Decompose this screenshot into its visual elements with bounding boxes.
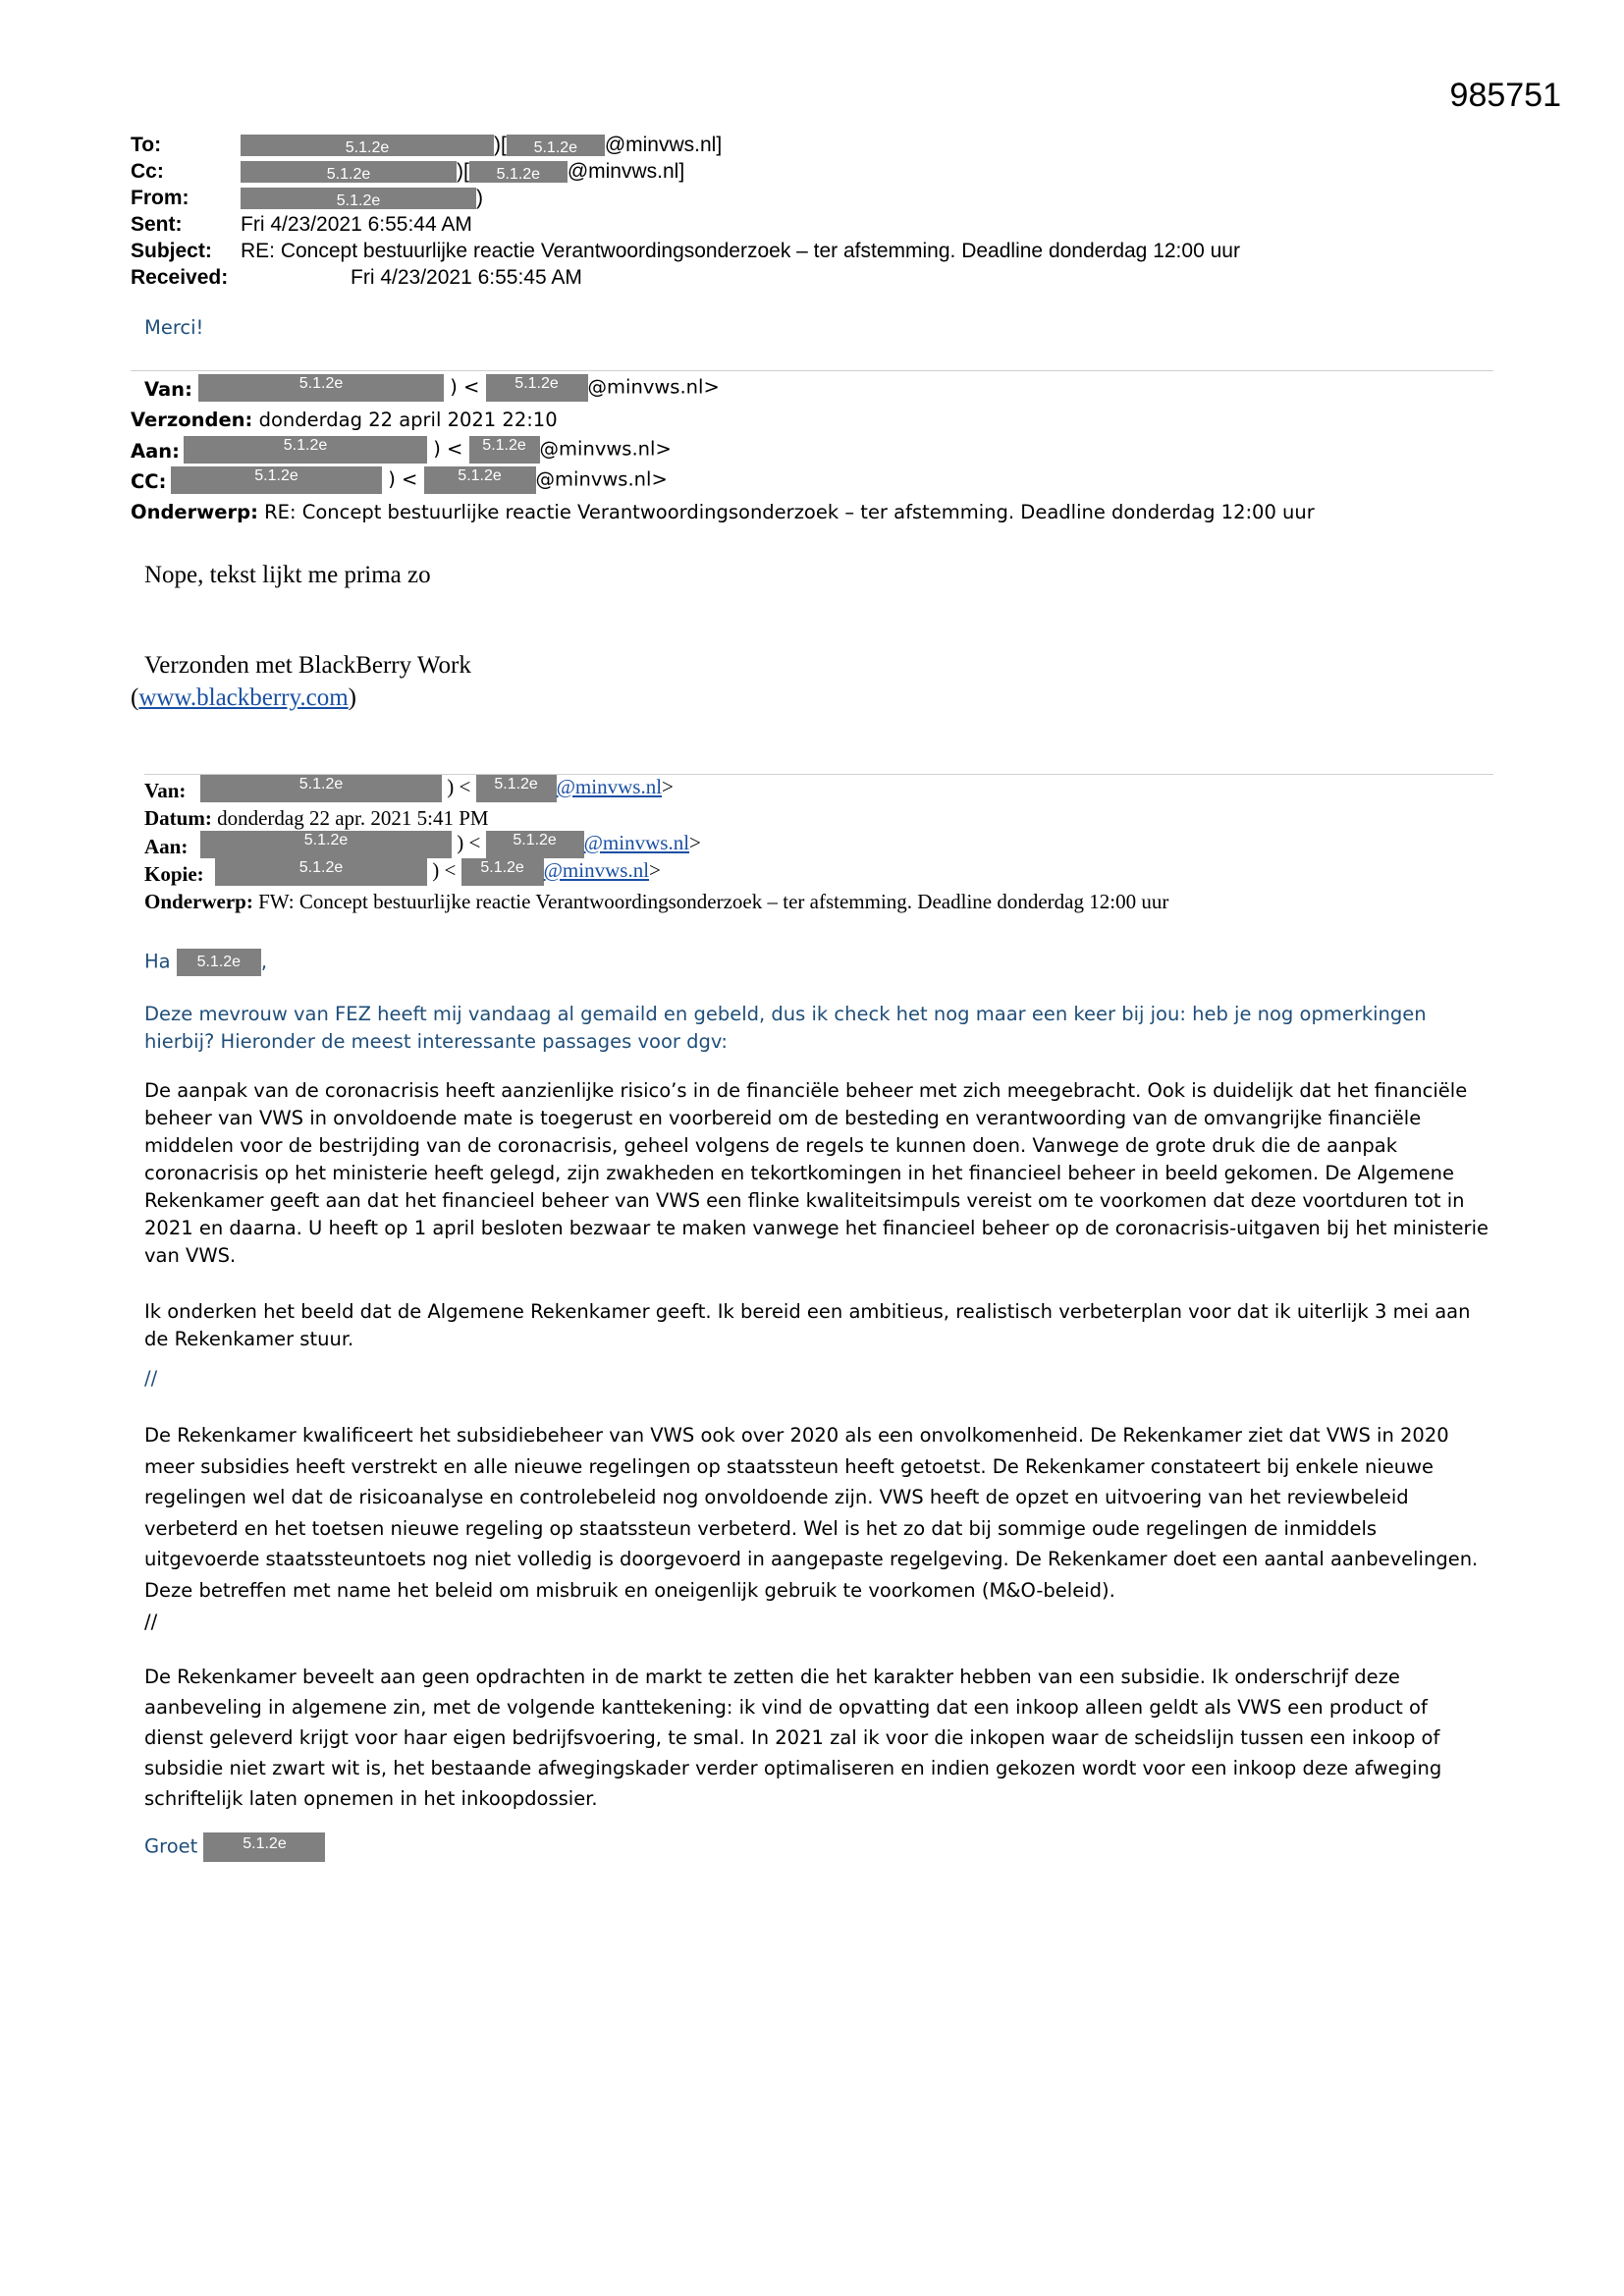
quote-paragraph: De Rekenkamer kwalificeert het subsidiebeheer van VWS ook over 2020 als een onvolkomenheid. De Rekenkamer ziet dat VWS in 2020 meer subsidies heeft verstrekt en alle nieuwe regelingen op staatssteun heeft getoetst. De Rekenkamer constateert bij enkele nieuwe regelingen wel dat de risicoanalyse en controlebeleid nog onvoldoende zijn. VWS heeft de opzet en uitvoering van het reviewbeleid verbeterd en het toetsen nieuwe regeling op staatssteun verbeterd. Wel is het zo dat bij sommige oude regelingen de inmiddels uitgevoerde staatssteuntoets nog niet volledig is doorgevoerd in aangepaste regelgeving. De Rekenkamer doet een aantal aanbevelingen. Deze betreffen met name het beleid om misbruik en oneigenlijk gebruik te voorkomen (M&O-beleid). — [144, 1424, 1479, 1602]
redaction-block: 5.1.2e — [200, 831, 452, 858]
redaction-block: 5.1.2e — [461, 858, 544, 886]
signature-link-line: (www.blackberry.com) — [131, 684, 356, 711]
signature: Verzonden met BlackBerry Work — [144, 652, 471, 679]
separator: // — [144, 1611, 158, 1633]
greeting: Ha — [144, 950, 171, 973]
to-email-suffix: @minvws.nl] — [604, 134, 723, 156]
email-suffix: @minvws.nl> — [587, 375, 720, 399]
subject-label: Subject: — [131, 240, 212, 262]
subject-value: RE: Concept bestuurlijke reactie Verantwoordingsonderzoek – ter afstemming. Deadline donderdag 12:00 uur — [241, 240, 1240, 262]
email-link[interactable]: @minvws.nl — [543, 858, 650, 882]
quote-paragraph: De Rekenkamer beveelt aan geen opdrachten in de markt te zetten die het karakter hebben van een subsidie. Ik onderschrijf deze aanbeveling in algemene zin, met de volgende kanttekening: ik vind de opvatting dat een inkoop alleen geldt als VWS een product of dienst geleverd krijgt voor haar eigen bedrijfsvoering, te smal. In 2021 zal ik voor die inkopen waar de scheidslijn tussen een inkoop of subsidie niet zwart wit is, het bestaande afwegingskader verder optimaliseren en indien gekozen wordt voor een inkoop deze afweging schriftelijk laten opnemen in het inkoopdossier. — [144, 1666, 1442, 1810]
kopie-label: Kopie: — [144, 862, 204, 886]
quote-paragraph: De aanpak van de coronacrisis heeft aanzienlijke risico’s in de financiële beheer met zich meegebracht. Ook is duidelijk dat het financiële beheer van VWS in onvoldoende mate is toegerust en voorbereid om de besteding en verantwoording van de omvangrijke financiële middelen voor de bestrijding van de coronacrisis, geheel volgens de regels te kunnen doen. Vanwege de grote druk die de aanpak coronacrisis op het ministerie heeft gelegd, zijn zwakheden en tekortkomingen in het financieel beheer in beeld gekomen. De Algemene Rekenkamer geeft aan dat het financieel beheer van VWS een flinke kwaliteitsimpuls vereist om te voorkomen dat deze voortduren tot in 2021 en daarna. U heeft op 1 april besloten bezwaar te maken vanwege het financieel beheer op de coronacrisis-uitgaven bij het ministerie van VWS. — [144, 1079, 1489, 1267]
redaction-block: 5.1.2e — [241, 161, 457, 183]
redaction-block: 5.1.2e — [184, 436, 427, 464]
redaction-block: 5.1.2e — [507, 135, 605, 156]
received-value: Fri 4/23/2021 6:55:45 AM — [351, 266, 582, 289]
cc-label: Cc: — [131, 160, 164, 183]
blackberry-link[interactable]: www.blackberry.com — [138, 684, 349, 711]
aan-label: Aan: — [131, 440, 180, 463]
redaction-block: 5.1.2e — [203, 1832, 325, 1862]
email-link[interactable]: @minvws.nl — [556, 775, 663, 798]
redaction-block: 5.1.2e — [476, 775, 557, 802]
cc-email-suffix: @minvws.nl] — [567, 160, 685, 183]
intro-paragraph: Deze mevrouw van FEZ heeft mij vandaag al gemaild en gebeld, dus ik check het nog maar een keer bij jou: heb je nog opmerkingen hierbij? Hieronder de meest interessante passages voor dgv: — [144, 1003, 1427, 1053]
email-suffix: @minvws.nl> — [539, 437, 672, 461]
received-label: Received: — [131, 266, 229, 289]
redaction-block: 5.1.2e — [469, 161, 568, 183]
sent-label: Sent: — [131, 213, 183, 236]
onderwerp-value: RE: Concept bestuurlijke reactie Verantwoordingsonderzoek – ter afstemming. Deadline donderdag 12:00 uur — [264, 501, 1315, 523]
datum-label: Datum: — [144, 806, 212, 830]
from-label: From: — [131, 187, 189, 209]
to-label: To: — [131, 134, 162, 156]
datum-value: donderdag 22 apr. 2021 5:41 PM — [217, 806, 489, 830]
redaction-block: 5.1.2e — [177, 949, 261, 976]
sent-value: Fri 4/23/2021 6:55:44 AM — [241, 213, 472, 236]
redaction-block: 5.1.2e — [171, 466, 382, 494]
reply-body: Merci! — [144, 316, 204, 339]
van-label: Van: — [144, 779, 187, 802]
aan-label: Aan: — [144, 835, 189, 858]
redaction-block: 5.1.2e — [200, 775, 442, 802]
redaction-block: 5.1.2e — [424, 466, 536, 494]
closing-line — [144, 1832, 325, 1862]
redaction-block: 5.1.2e — [486, 374, 588, 402]
verzonden-label: Verzonden: — [131, 409, 253, 431]
redaction-block: 5.1.2e — [241, 135, 494, 156]
onderwerp-label: Onderwerp: — [131, 501, 258, 523]
redaction-block: 5.1.2e — [469, 436, 540, 464]
cc-label: CC: — [131, 470, 167, 493]
divider — [131, 370, 1493, 371]
document-id: 985751 — [1449, 77, 1561, 114]
greeting-line: Ha 5.1.2e , — [144, 949, 267, 976]
van-label: Van: — [144, 378, 192, 401]
separator: // — [144, 1367, 158, 1390]
page: 985751 To: 5.1.2e )[ 5.1.2e @minvws.nl] Cc: 5.1.2e )[ 5.1.2e @minvws.nl] From: 5.1.2e ) Sent: Fri 4/23/2021 6:55:44 AM Subject: RE: Concept bestuurlijke reactie Verantwoordingsonderzoek – ter afstemming. Deadline donderdag 12:00 uur Received: Fri 4/23/2021 6:55:45 AM Merci! Van: 5.1.2e ) < 5.1.2e @minvws.nl> Verzonden: donderdag 22 april 2021 22:10 Aan: 5.1.2e ) < 5.1.2e @minvws.nl> CC: 5.1.2e ) < 5.1.2e @minvws.nl> Onderwerp: RE: Concept bestuurlijke reactie Verantwoordingsonderzoek – ter afstemming. Deadline donderdag 12:00 uur Nope, tekst lijkt me prima zo Verzonden met BlackBerry Work (www.blackberry.com) Van: 5.1.2e ) < 5.1.2e @minvws.nl> Datum: donderdag 22 apr. 2021 5:41 PM Aan: 5.1.2e ) < 5.1.2e @minvws.nl> Kopie: 5.1.2e ) < 5.1.2e @minvws.nl> Onderwerp: FW: Concept bestuurlijke reactie Verantwoordingsonderzoek – ter afstemming. Deadline donderdag 12:00 uur Ha 5.1.2e , Deze mevrouw van FEZ heeft mij vandaag al gemaild en gebeld, dus ik check het nog maar een keer bij jou: heb je nog opmerkingen hierbij? Hieronder de meest interessante passages voor dgv: De aanpak van de coronacrisis heeft aanzienlijke risico’s in de financiële beheer met zich meegebracht. Ook is duidelijk dat het financiële beheer van VWS in onvoldoende mate is toegerust en voorbereid om de besteding en verantwoording van de omvangrijke financiële middelen voor de bestrijding van de coronacrisis, geheel volgens de regels te kunnen doen. Vanwege de grote druk die de aanpak coronacrisis op het ministerie heeft gelegd, zijn zwakheden en tekortkomingen in het financieel beheer in beeld gekomen. De Algemene Rekenkamer geeft aan dat het financieel beheer van VWS een flinke kwaliteitsimpuls vereist om te voorkomen dat deze voortduren tot in 2021 en daarna. U heeft op 1 april besloten bezwaar te maken vanwege het financieel beheer op de coronacrisis-uitgaven bij het ministerie van VWS. Ik onderken het beeld dat de Algemene Rekenkamer geeft. Ik bereid een ambitieus, realistisch verbeterplan voor dat ik uiterlijk 3 mei aan de Rekenkamer stuur. // De Rekenkamer kwalificeert het subsidiebeheer van VWS ook over 2020 als een onvolkomenheid. De Rekenkamer ziet dat VWS in 2020 meer subsidies heeft verstrekt en alle nieuwe regelingen op staatssteun heeft getoetst. De Rekenkamer constateert bij enkele nieuwe regelingen wel dat de risicoanalyse en controlebeleid nog onvoldoende zijn. VWS heeft de opzet en uitvoering van het reviewbeleid verbeterd en het toetsen nieuwe regeling op staatssteun verbeterd. Wel is het zo dat bij sommige oude regelingen de inmiddels uitgevoerde staatssteuntoets nog niet volledig is doorgevoerd in aangepaste regelgeving. De Rekenkamer doet een aantal aanbevelingen. Deze betreffen met name het beleid om misbruik en oneigenlijk gebruik te voorkomen (M&O-beleid). // De Rekenkamer beveelt aan geen opdrachten in de markt te zetten die het karakter hebben van een subsidie. Ik onderschrijf deze aanbeveling in algemene zin, met de volgende kanttekening: ik vind de opvatting dat een inkoop alleen geldt als VWS een product of dienst geleverd krijgt voor haar eigen bedrijfsvoering, te smal. In 2021 zal ik voor die inkopen waar de scheidslijn tussen een inkoop of subsidie niet zwart wit is, het bestaande afwegingskader verder optimaliseren en indien gekozen wordt voor een inkoop deze afweging schriftelijk laten opnemen in het inkoopdossier. Groet 5.1.2e — [0, 0, 1624, 2296]
verzonden-value: donderdag 22 april 2021 22:10 — [258, 409, 558, 431]
quote-paragraph: Ik onderken het beeld dat de Algemene Rekenkamer geeft. Ik bereid een ambitieus, realistisch verbeterplan voor dat ik uiterlijk 3 mei aan de Rekenkamer stuur. — [144, 1300, 1471, 1350]
mail2-body: Nope, tekst lijkt me prima zo — [144, 562, 431, 588]
redaction-block: 5.1.2e — [198, 374, 444, 402]
email-link[interactable]: @minvws.nl — [583, 831, 690, 854]
redaction-block: 5.1.2e — [486, 831, 584, 858]
closing: Groet — [144, 1834, 198, 1858]
onderwerp-label: Onderwerp: — [144, 890, 253, 913]
email-suffix: @minvws.nl> — [535, 467, 668, 491]
onderwerp-value: FW: Concept bestuurlijke reactie Verantwoordingsonderzoek – ter afstemming. Deadline donderdag 12:00 uur — [258, 890, 1169, 913]
redaction-block: 5.1.2e — [241, 188, 476, 209]
redaction-block: 5.1.2e — [215, 858, 427, 886]
